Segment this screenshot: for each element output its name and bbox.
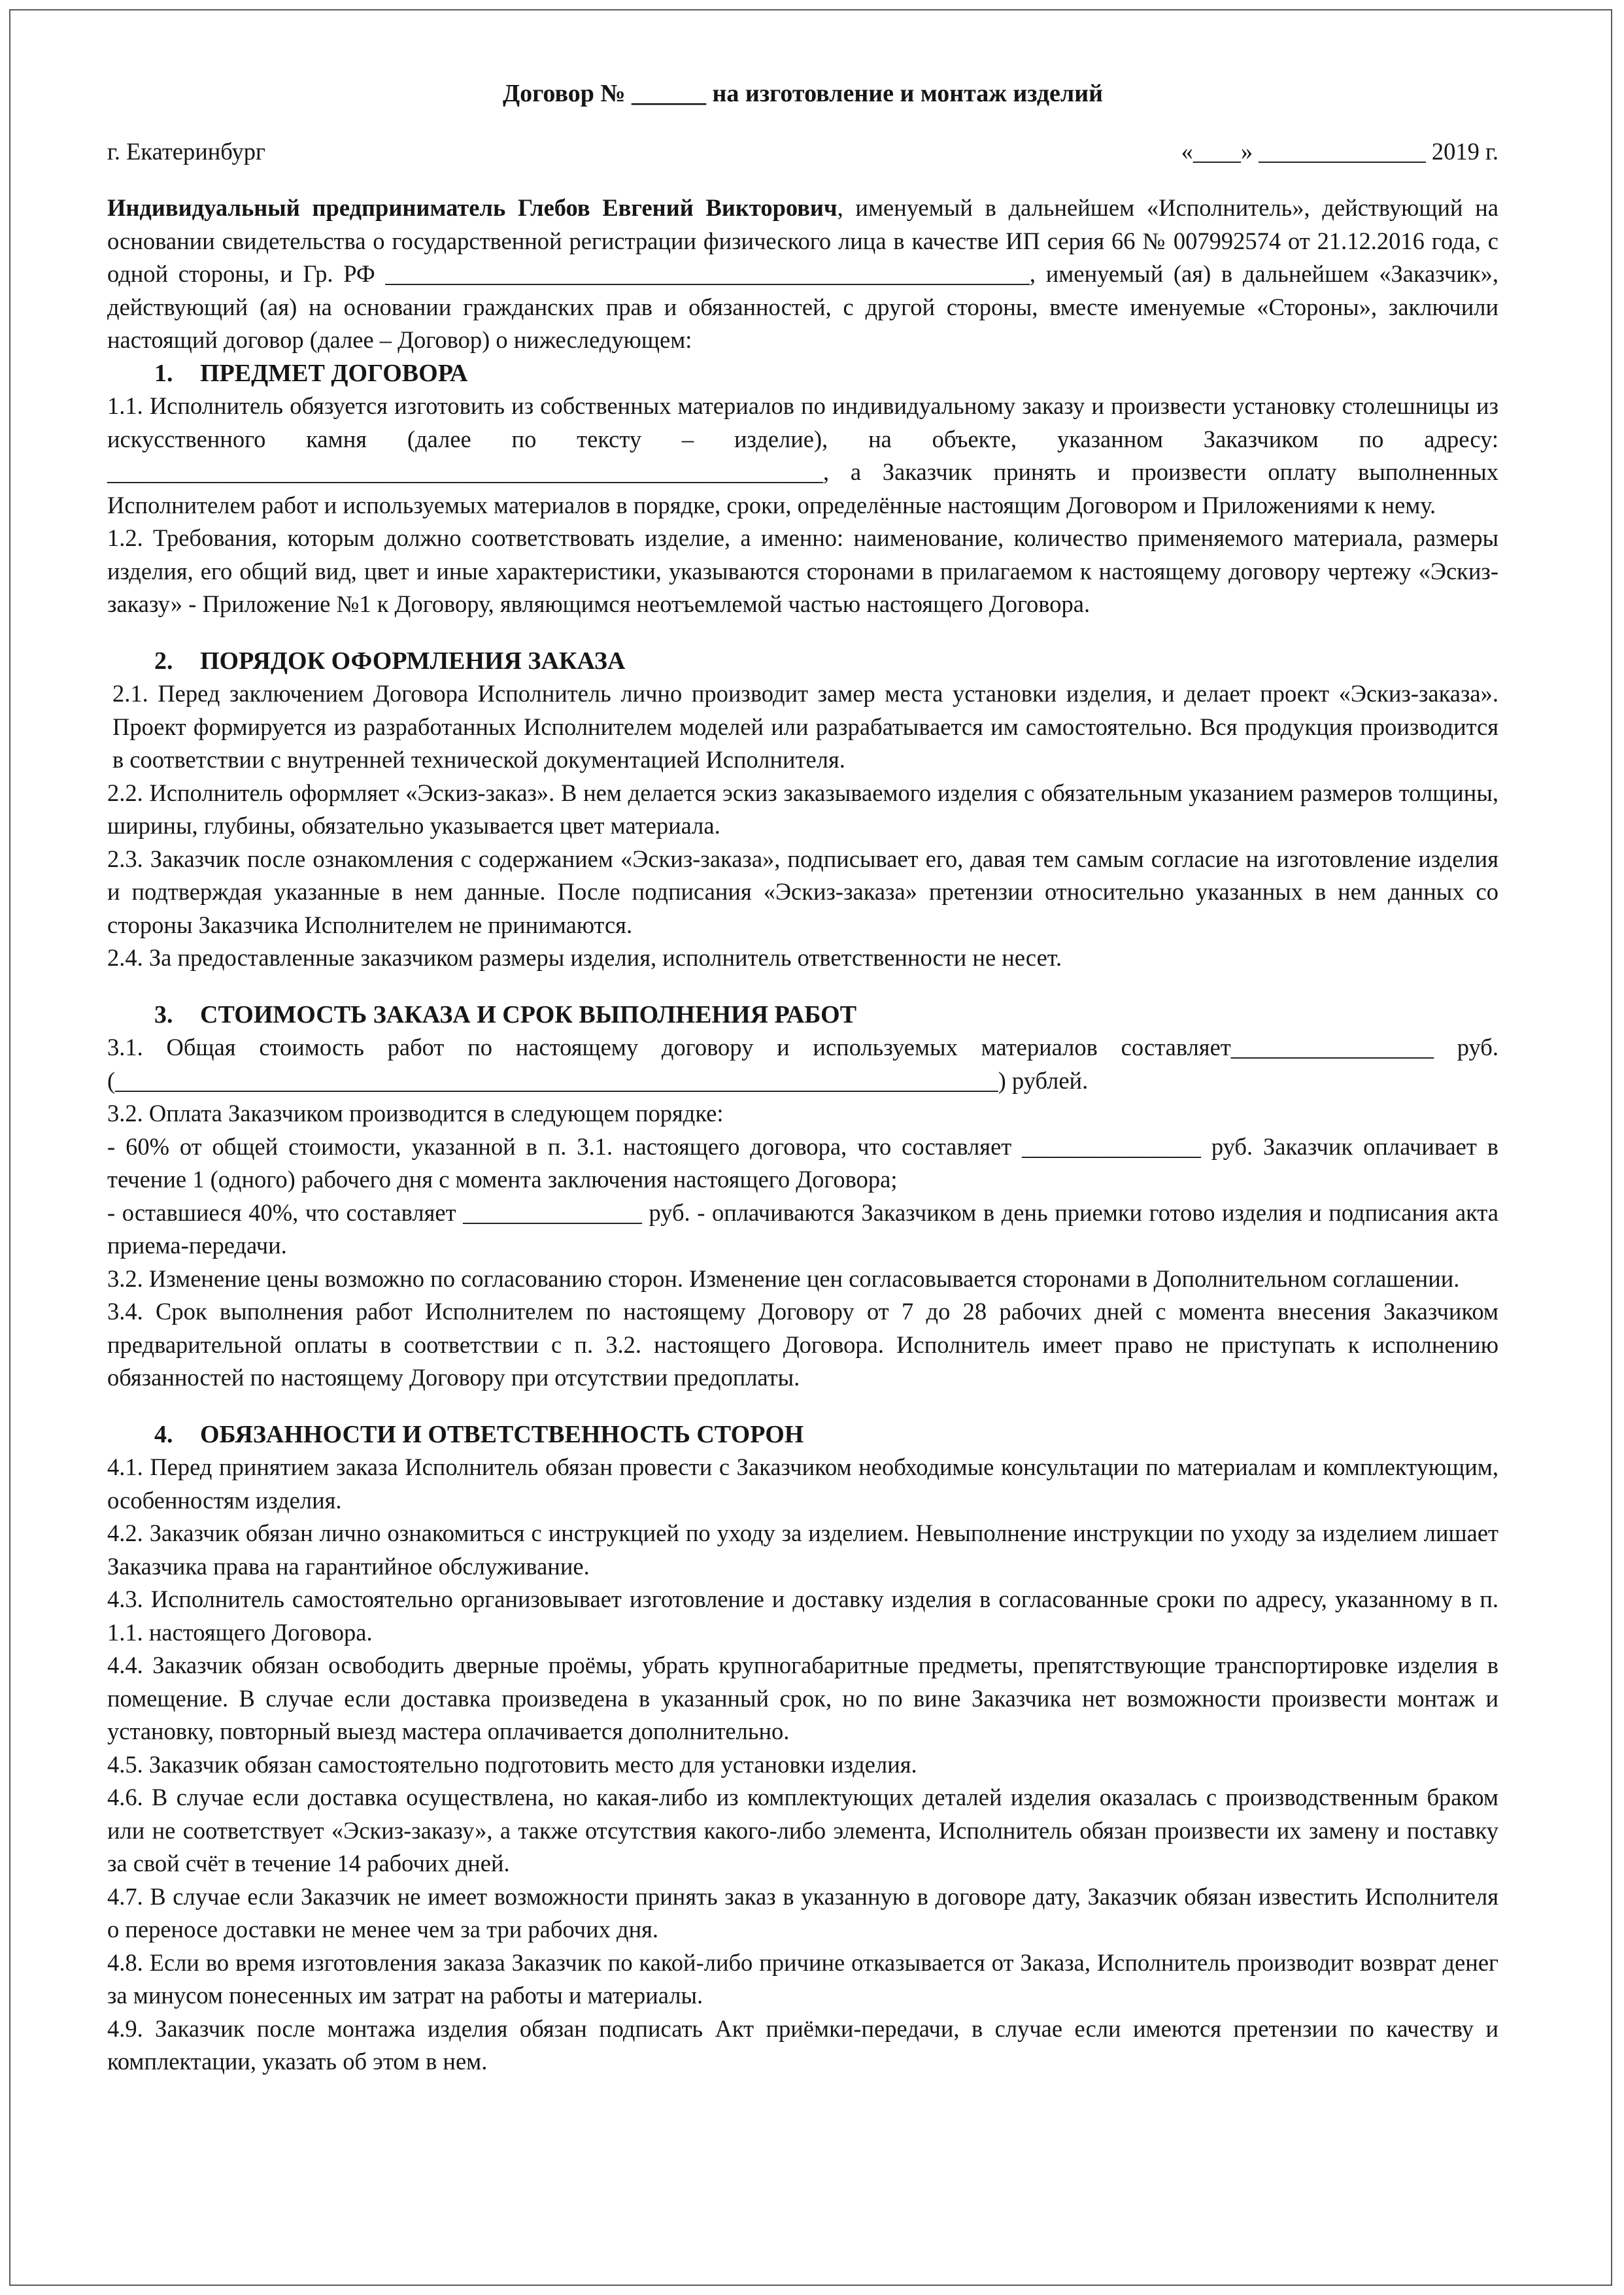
contract-document	[107, 77, 1498, 2102]
clause: 3.4. Срок выполнения работ Исполнителем по настоящему Договору от 7 до 28 рабочих дней с момента внесения Заказчиком предварительной оплаты в соответствии с п. 3.2. настоящего Договора. Исполнитель имеет право не приступать к исполнению обязанностей по настоящему Договору при отсутствии предоплаты.	[107, 1298, 1498, 1391]
section-number: 1.	[154, 359, 173, 387]
clause: 4.3. Исполнитель самостоятельно организовывает изготовление и доставку изделия в согласованные сроки по адресу, указанному в п. 1.1. настоящего Договора.	[107, 1586, 1498, 1646]
section-number: 2.	[154, 647, 173, 675]
clause: 4.2. Заказчик обязан лично ознакомиться с инструкцией по уходу за изделием. Невыполнение инструкции по уходу за изделием лишает Заказчика права на гарантийное обслуживание.	[107, 1520, 1498, 1580]
section-heading	[107, 357, 1498, 390]
contract-date: «____» ______________ 2019 г.	[1181, 137, 1498, 165]
clause: 4.7. В случае если Заказчик не имеет возможности принять заказ в указанную в договоре дату, Заказчик обязан известить Исполнителя о переносе доставки не менее чем за три рабочих дня.	[107, 1882, 1498, 1943]
party-name: Индивидуальный предприниматель Глебов Евгений Викторович	[107, 194, 837, 221]
city: г. Екатеринбург	[107, 137, 265, 165]
clause: 2.3. Заказчик после ознакомления с содержанием «Эскиз-заказа», подписывает его, давая тем самым согласие на изготовление изделия и подтверждая указанные в нем данные. После подписания «Эскиз-заказа» претензии относительно указанных в нем данных со стороны Заказчика Исполнителем не принимаются.	[107, 845, 1498, 938]
place-date-line	[107, 135, 1498, 169]
document-title: Договор № ______ на изготовление и монтаж изделий	[502, 80, 1104, 107]
clause: 1.1. Исполнитель обязуется изготовить из собственных материалов по индивидуальному заказу и произвести установку столешницы из искусственного камня (далее по тексту – изделие), на объекте, указанном Заказчиком по адресу: ____________________________________________________________, а Заказчик принять и произвести оплату выполненных Исполнителем работ и используемых материалов в порядке, сроки, определённые настоящим Договором и Приложениями к нему.	[107, 392, 1498, 518]
section-title: СТОИМОСТЬ ЗАКАЗА И СРОК ВЫПОЛНЕНИЯ РАБОТ	[200, 1000, 857, 1028]
clause: 4.4. Заказчик обязан освободить дверные проёмы, убрать крупногабаритные предметы, препятствующие транспортировке изделия в помещение. В случае если доставка произведена в указанный срок, но по вине Заказчика нет возможности произвести монтаж и установку, повторный выезд мастера оплачивается дополнительно.	[107, 1652, 1498, 1744]
clause: 2.2. Исполнитель оформляет «Эскиз-заказ». В нем делается эскиз заказываемого изделия с обязательным указанием размеров толщины, ширины, глубины, обязательно указывается цвет материала.	[107, 779, 1498, 839]
clause: 3.2. Изменение цены возможно по согласованию сторон. Изменение цен согласовывается сторонами в Дополнительном соглашении.	[107, 1265, 1460, 1292]
clause: 3.2. Оплата Заказчиком производится в следующем порядке:	[107, 1100, 724, 1127]
clause: 4.9. Заказчик после монтажа изделия обязан подписать Акт приёмки-передачи, в случае если имеются претензии по качеству и комплектации, указать об этом в нем.	[107, 2014, 1498, 2075]
intro-text: , именуемый в дальнейшем «Исполнитель», действующий на основании свидетельства о государственной регистрации физического лица в качестве ИП серия 66 № 007992574 от 21.12.2016 года, с одной стороны, и Гр. РФ ______________________________________________________, именуемый (ая) в дальнейшем «Заказчик», действующий (ая) на основании гражданских прав и обязанностей, с другой стороны, вместе именуемые «Стороны», заключили настоящий договор (далее – Договор) о нижеследующем:	[107, 194, 1498, 353]
section-heading	[107, 1418, 1498, 1452]
intro-paragraph	[107, 192, 1498, 357]
clause: 2.1. Перед заключением Договора Исполнитель лично производит замер места установки изделия, и делает проект «Эскиз-заказа». Проект формируется из разработанных Исполнителем моделей или разрабатывается им самостоятельно. Вся продукция производится в соответствии с внутренней технической документацией Исполнителя.	[112, 680, 1498, 773]
clause: 4.5. Заказчик обязан самостоятельно подготовить место для установки изделия.	[107, 1750, 917, 1778]
section-3	[107, 998, 1498, 1395]
section-title: ОБЯЗАННОСТИ И ОТВЕТСТВЕННОСТЬ СТОРОН	[200, 1420, 804, 1448]
section-title: ПРЕДМЕТ ДОГОВОРА	[200, 359, 468, 387]
clause: 4.6. В случае если доставка осуществлена, но какая-либо из комплектующих деталей изделия оказалась с производственным браком или не соответствует «Эскиз-заказу», а также отсутствия какого-либо элемента, Исполнитель обязан произвести их замену и поставку за свой счёт в течение 14 рабочих дней.	[107, 1784, 1498, 1877]
clause: - 60% от общей стоимости, указанной в п. 3.1. настоящего договора, что составляет _______________ руб. Заказчик оплачивает в течение 1 (одного) рабочего дня с момента заключения настоящего Договора;	[107, 1132, 1498, 1193]
clause: - оставшиеся 40%, что составляет _______________ руб. - оплачиваются Заказчиком в день приемки готово изделия и подписания акта приема-передачи.	[107, 1198, 1498, 1259]
section-number: 3.	[154, 1000, 173, 1028]
clause: 4.8. Если во время изготовления заказа Заказчик по какой-либо причине отказывается от Заказа, Исполнитель производит возврат денег за минусом понесенных им затрат на работы и материалы.	[107, 1948, 1498, 2009]
section-1	[107, 357, 1498, 621]
section-title: ПОРЯДОК ОФОРМЛЕНИЯ ЗАКАЗА	[200, 647, 626, 675]
section-heading	[107, 998, 1498, 1032]
section-number: 4.	[154, 1420, 173, 1448]
section-4	[107, 1418, 1498, 2079]
clause: 2.4. За предоставленные заказчиком размеры изделия, исполнитель ответственности не несет.	[107, 944, 1062, 971]
clause: 4.1. Перед принятием заказа Исполнитель обязан провести с Заказчиком необходимые консультации по материалам и комплектующим, особенностям изделия.	[107, 1454, 1498, 1514]
clause: 3.1. Общая стоимость работ по настоящему договору и используемых материалов составляет_________________ руб. (__________________________________________________________________________) рублей.	[107, 1034, 1498, 1094]
clause: 1.2. Требования, которым должно соответствовать изделие, а именно: наименование, количество применяемого материала, размеры изделия, его общий вид, цвет и иные характеристики, указываются сторонами в прилагаемом к настоящему договору чертежу «Эскиз-заказу» - Приложение №1 к Договору, являющимся неотъемлемой частью настоящего Договора.	[107, 524, 1498, 617]
section-2	[107, 645, 1498, 975]
section-heading	[107, 645, 1498, 678]
